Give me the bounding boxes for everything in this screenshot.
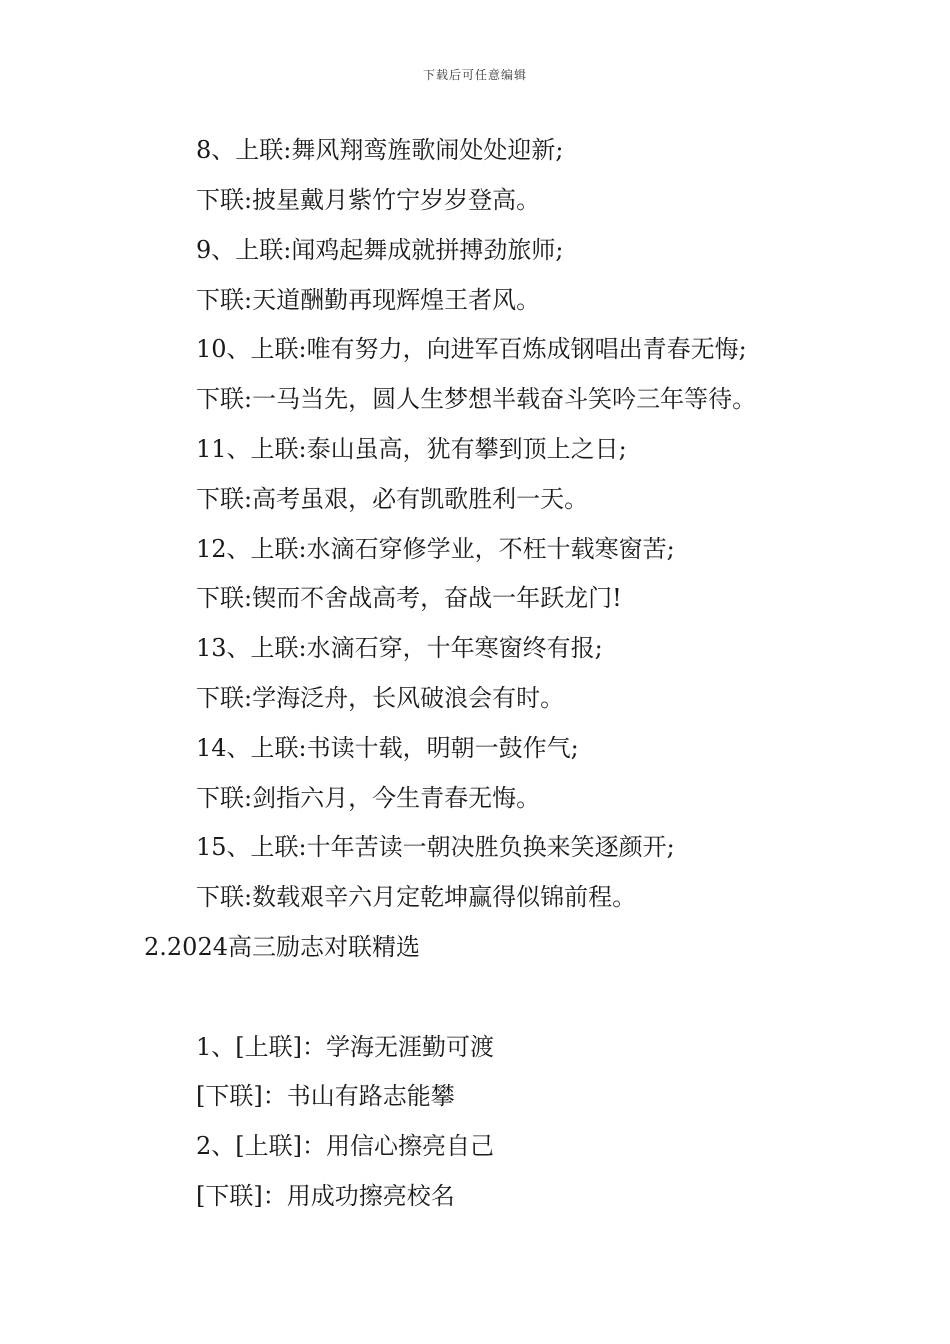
couplet-line: 14、上联:书读十载，明朝一鼓作气;	[196, 734, 579, 762]
couplet-line: 8、上联:舞风翔鸾旌歌闹处处迎新;	[196, 136, 564, 164]
couplet-line: 下联:学海泛舟，长风破浪会有时。	[196, 684, 565, 712]
couplet-line: 下联:高考虽艰，必有凯歌胜利一天。	[196, 485, 589, 513]
couplet-line: 下联:天道酬勤再现辉煌王者风。	[196, 286, 541, 314]
couplet-line: 2、[上联]：用信心擦亮自己	[196, 1132, 494, 1160]
couplet-line: [下联]：用成功擦亮校名	[196, 1182, 455, 1210]
couplet-line: 12、上联:水滴石穿修学业，不枉十载寒窗苦;	[196, 535, 675, 563]
page-header-note: 下载后可任意编辑	[422, 68, 527, 82]
couplet-line: 15、上联:十年苦读一朝决胜负换来笑逐颜开;	[196, 833, 675, 861]
couplet-line: 11、上联:泰山虽高，犹有攀到顶上之日;	[196, 435, 627, 463]
couplet-line: 下联:剑指六月，今生青春无悔。	[196, 784, 541, 812]
couplet-line: 10、上联:唯有努力，向进军百炼成钢唱出青春无悔;	[196, 335, 747, 363]
couplet-line: 下联:一马当先，圆人生梦想半载奋斗笑吟三年等待。	[196, 385, 757, 413]
section-heading: 2.2024高三励志对联精选	[144, 933, 420, 961]
couplet-line: 9、上联:闻鸡起舞成就拼搏劲旅师;	[196, 236, 564, 264]
couplet-line: 1、[上联]：学海无涯勤可渡	[196, 1033, 494, 1061]
couplet-line: 13、上联:水滴石穿，十年寒窗终有报;	[196, 634, 603, 662]
couplet-line: [下联]：书山有路志能攀	[196, 1082, 455, 1110]
couplet-line: 下联:锲而不舍战高考，奋战一年跃龙门!	[196, 584, 622, 612]
couplet-line: 下联:数载艰辛六月定乾坤赢得似锦前程。	[196, 883, 637, 911]
couplet-line: 下联:披星戴月紫竹宁岁岁登高。	[196, 186, 541, 214]
